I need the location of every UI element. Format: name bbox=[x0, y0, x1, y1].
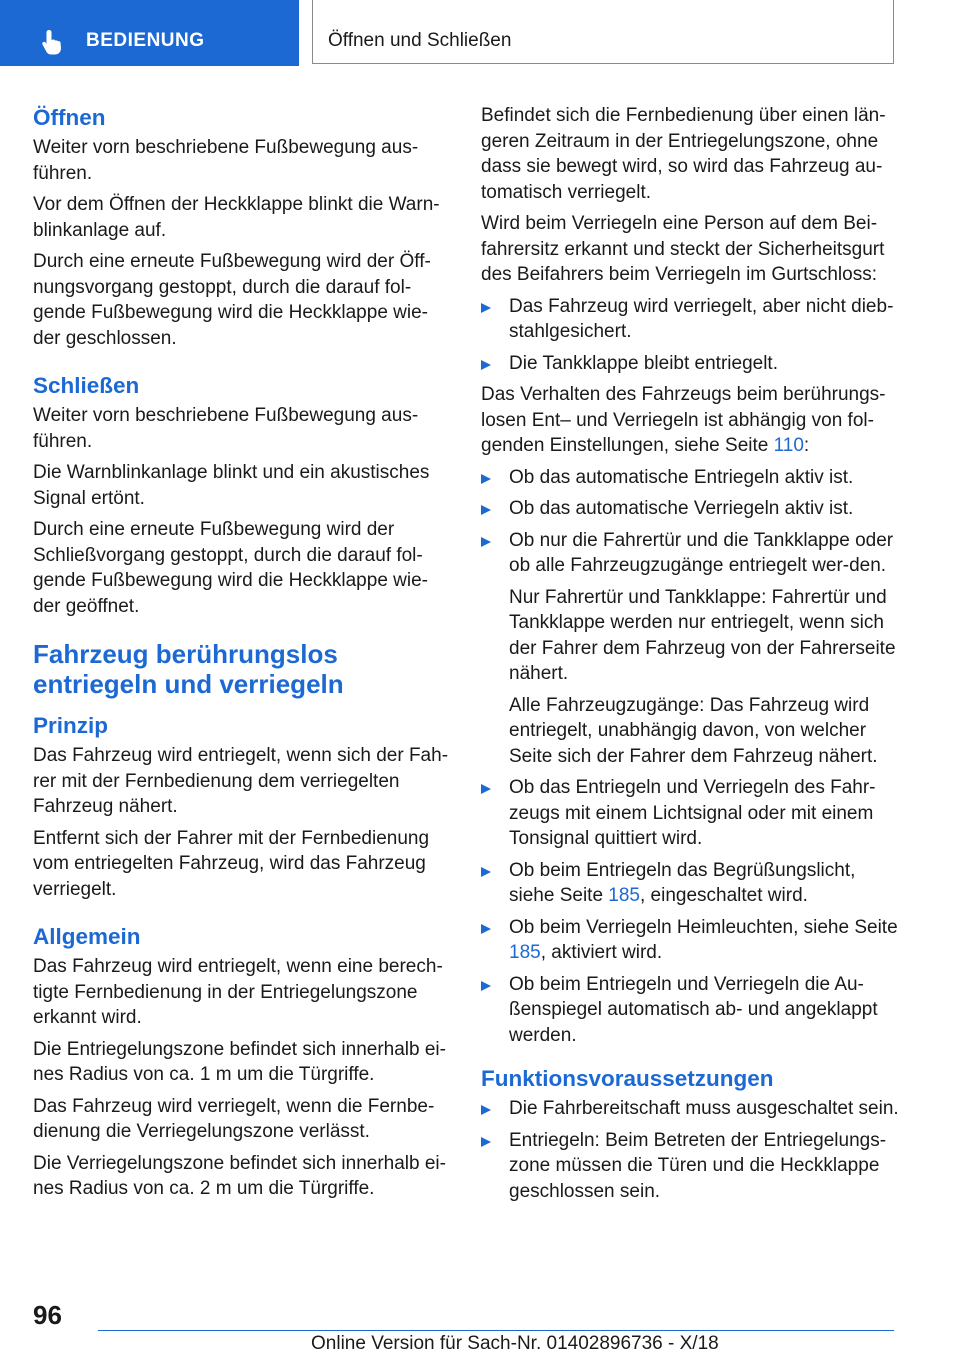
section-tab bbox=[0, 0, 299, 66]
paragraph: Das Fahrzeug wird entriegelt, wenn sich der Fah-rer mit der Fernbedienung dem verriegelten Fahrzeug nähert. bbox=[33, 745, 449, 817]
right-column bbox=[481, 103, 901, 1210]
section-label: BEDIENUNG bbox=[86, 30, 205, 51]
list-item: Ob beim Entriegeln und Verriegeln die Au-ßenspiegel automatisch ab- und angeklappt werden. bbox=[481, 972, 901, 1049]
list-item: Ob das Entriegeln und Verriegeln des Fahr-zeugs mit einem Lichtsignal oder mit einem Tonsignal quittiert wird. bbox=[481, 775, 901, 852]
footer-divider bbox=[98, 1330, 894, 1331]
bullet-list bbox=[481, 775, 901, 1048]
list-item: Die Fahrbereitschaft muss ausgeschaltet sein. bbox=[481, 1096, 901, 1122]
list-item: Ob das automatische Entriegeln aktiv ist. bbox=[481, 465, 901, 491]
indented-paragraph: Nur Fahrertür und Tankklappe: Fahrertür und Tankklappe werden nur entriegelt, wenn sich der Fahrer dem Fahrzeug von der Fahrerseite nähert. bbox=[509, 586, 896, 684]
triangle-bullet-icon bbox=[481, 867, 491, 877]
triangle-bullet-icon bbox=[481, 924, 491, 934]
list-item: Ob nur die Fahrertür und die Tankklappe oder ob alle Fahrzeugzugänge entriegelt wer-den. bbox=[481, 528, 901, 579]
paragraph: Durch eine erneute Fußbewegung wird der Schließvorgang gestoppt, durch die darauf fol-gende Fußbewegung wird die Heckklappe wie-der geöffnet. bbox=[33, 519, 429, 617]
heading-oeffnen: Öffnen bbox=[33, 105, 106, 130]
triangle-bullet-icon bbox=[481, 303, 491, 313]
bullet-list bbox=[481, 294, 901, 377]
list-item: Ob beim Entriegeln das Begrüßungslicht, siehe Seite 185, eingeschaltet wird. bbox=[481, 858, 901, 909]
heading-main: Fahrzeug berührungslos entriegeln und verriegeln bbox=[33, 639, 344, 699]
list-item: Die Tankklappe bleibt entriegelt. bbox=[481, 351, 901, 377]
triangle-bullet-icon bbox=[481, 537, 491, 547]
heading-allgemein: Allgemein bbox=[33, 924, 141, 949]
paragraph: Durch eine erneute Fußbewegung wird der Öff-nungsvorgang gestoppt, durch die darauf fol-gende Fußbewegung wird die Heckklappe wie-der geschlossen. bbox=[33, 251, 431, 349]
paragraph: Die Entriegelungszone befindet sich innerhalb ei-nes Radius von ca. 1 m um die Türgriffe. bbox=[33, 1038, 446, 1085]
paragraph: Vor dem Öffnen der Heckklappe blinkt die Warn-blinkanlage auf. bbox=[33, 194, 440, 241]
paragraph: Weiter vorn beschriebene Fußbewegung aus-führen. bbox=[33, 405, 419, 452]
triangle-bullet-icon bbox=[481, 505, 491, 515]
page-number: 96 bbox=[33, 1300, 62, 1330]
page-link-110[interactable]: 110 bbox=[773, 435, 804, 456]
triangle-bullet-icon bbox=[481, 1137, 491, 1147]
page-link-185[interactable]: 185 bbox=[608, 885, 640, 906]
triangle-bullet-icon bbox=[481, 360, 491, 370]
paragraph: Das Fahrzeug wird verriegelt, wenn die Fernbe-dienung die Verriegelungszone verlässt. bbox=[33, 1095, 435, 1142]
list-item: Ob das automatische Verriegeln aktiv ist. bbox=[481, 496, 901, 522]
paragraph: Entfernt sich der Fahrer mit der Fernbedienung vom entriegelten Fahrzeug, wird das Fahrzeug verriegelt. bbox=[33, 827, 430, 900]
heading-prinzip: Prinzip bbox=[33, 713, 109, 738]
indented-paragraph: Alle Fahrzeugzugänge: Das Fahrzeug wird entriegelt, unabhängig davon, von welcher Seite sich der Fahrer dem Fahrzeug nähert. bbox=[509, 694, 878, 767]
paragraph: Weiter vorn beschriebene Fußbewegung aus-führen. bbox=[33, 137, 419, 184]
paragraph: Das Fahrzeug wird entriegelt, wenn eine berech-tigte Fernbedienung in der Entriegelungszone erkannt wird. bbox=[33, 956, 443, 1028]
heading-schliessen: Schließen bbox=[33, 373, 140, 398]
chapter-tab bbox=[312, 0, 894, 64]
paragraph: Die Verriegelungszone befindet sich innerhalb ei-nes Radius von ca. 2 m um die Türgriffe. bbox=[33, 1152, 446, 1199]
triangle-bullet-icon bbox=[481, 981, 491, 991]
bullet-list bbox=[481, 1096, 901, 1204]
paragraph: Die Warnblinkanlage blinkt und ein akustisches Signal ertönt. bbox=[33, 462, 430, 509]
bullet-list bbox=[481, 465, 901, 579]
left-column bbox=[33, 103, 451, 1208]
paragraph: Befindet sich die Fernbedienung über einen län-geren Zeitraum in der Entriegelungszone, ohne dass sie bewegt wird, so wird das Fahrzeug au-tomatisch verriegelt. bbox=[481, 105, 886, 203]
heading-funktionsvoraussetzungen: Funktionsvoraussetzungen bbox=[481, 1066, 774, 1091]
list-item: Ob beim Verriegeln Heimleuchten, siehe Seite 185, aktiviert wird. bbox=[481, 915, 901, 966]
triangle-bullet-icon bbox=[481, 784, 491, 794]
paragraph: Das Verhalten des Fahrzeugs beim berührungs-losen Ent– und Verriegeln ist abhängig von fol-genden Einstellungen, siehe Seite 110: bbox=[481, 384, 886, 456]
paragraph: Wird beim Verriegeln eine Person auf dem Bei-fahrersitz erkannt und steckt der Sicherheitsgurt des Beifahrers beim Verriegeln im Gurtschloss: bbox=[481, 213, 885, 285]
footer-version: Online Version für Sach-Nr. 01402896736 - X/18 bbox=[311, 1333, 719, 1354]
hand-pointer-icon bbox=[40, 28, 66, 56]
list-item: Entriegeln: Beim Betreten der Entriegelungs-zone müssen die Türen und die Heckklappe geschlossen sein. bbox=[481, 1128, 901, 1205]
page-header bbox=[0, 0, 960, 66]
triangle-bullet-icon bbox=[481, 474, 491, 484]
triangle-bullet-icon bbox=[481, 1105, 491, 1115]
list-item: Das Fahrzeug wird verriegelt, aber nicht dieb-stahlgesichert. bbox=[481, 294, 901, 345]
chapter-title: Öffnen und Schließen bbox=[328, 30, 512, 51]
page-link-185[interactable]: 185 bbox=[509, 942, 541, 963]
